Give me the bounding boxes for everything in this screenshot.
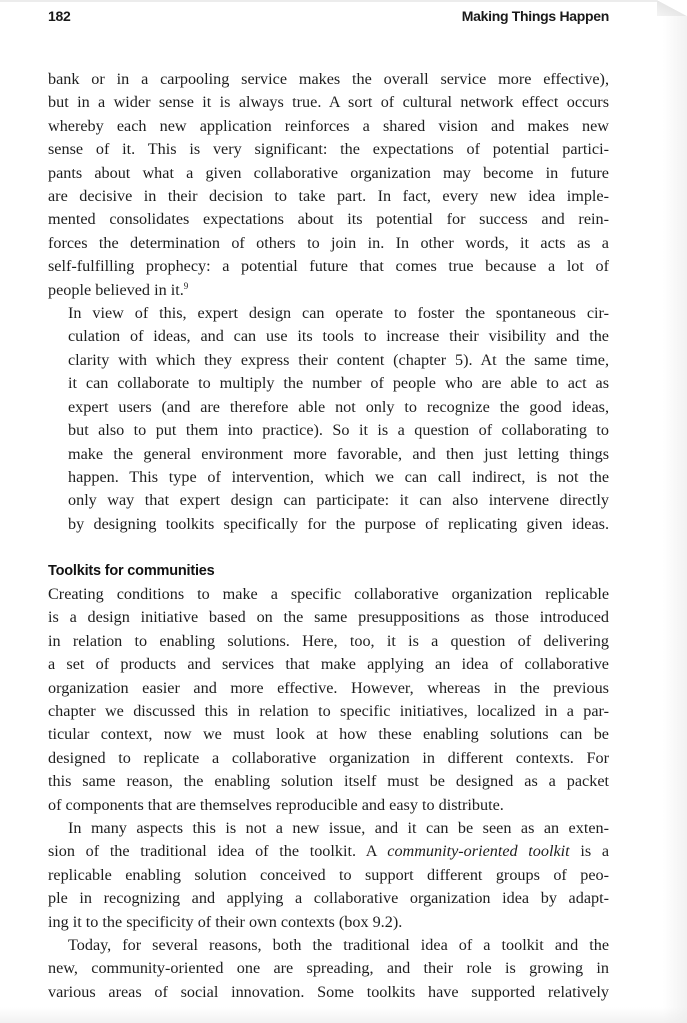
running-header xyxy=(48,5,609,27)
text-line: designed to replicate a collaborative organization in different contexts. For xyxy=(48,748,609,767)
text-line xyxy=(48,840,609,863)
paragraph-5 xyxy=(48,934,609,1004)
text-line xyxy=(48,279,609,302)
text-line: but also to put them into practice). So it is a question of collaborating to xyxy=(68,421,609,440)
text-line: by designing toolkits specifically for the purpose of replicating given ideas. xyxy=(68,514,609,533)
text-line: culation of ideas, and can use its tools to increase their visibility and the xyxy=(68,327,609,346)
text-line: sense of it. This is very significant: the expectations of potential partici- xyxy=(48,140,609,159)
paragraph-3 xyxy=(48,583,609,817)
text-line: clarity with which they express their content (chapter 5). At the same time, xyxy=(68,350,609,369)
text-segment: is a xyxy=(569,842,609,861)
paragraph-2 xyxy=(48,302,609,536)
page-right-shadow xyxy=(663,0,687,1023)
text-line: in relation to enabling solutions. Here, too, it is a question of delivering xyxy=(48,631,609,650)
text-line: In view of this, expert design can operate to foster the spontaneous cir- xyxy=(68,304,609,323)
text-line: Creating conditions to make a specific collaborative organization replicable xyxy=(48,584,609,603)
text-line: are decisive in their decision to take part. In fact, every new idea imple- xyxy=(48,187,609,206)
text-line: it can collaborate to multiply the number of people who are able to act as xyxy=(68,374,609,393)
text-line: of components that are themselves reproducible and easy to distribute. xyxy=(48,795,504,814)
emphasized-term: community-oriented toolkit xyxy=(387,842,570,861)
page-top-edge xyxy=(0,0,660,2)
section-heading: Toolkits for communities xyxy=(48,562,215,579)
text-line: this same reason, the enabling solution itself must be designed as a packet xyxy=(48,772,609,791)
page-curl-icon xyxy=(657,0,687,16)
text-line: but in a wider sense it is always true. A sort of cultural network effect occurs xyxy=(48,93,609,112)
text-line: make the general environment more favorable, and then just letting things xyxy=(68,444,609,463)
text-line: replicable enabling solution conceived to support different groups of peo- xyxy=(48,865,609,884)
text-line: mented consolidates expectations about its potential for success and rein- xyxy=(48,210,609,229)
body-text xyxy=(48,68,609,1004)
text-line: Today, for several reasons, both the traditional idea of a toolkit and the xyxy=(68,936,609,955)
footnote-reference[interactable]: 9 xyxy=(183,280,189,291)
paragraph-4 xyxy=(48,817,609,934)
text-line: In many aspects this is not a new issue, and it can be seen as an exten- xyxy=(68,818,609,837)
text-line: new, community-oriented one are spreading, and their role is growing in xyxy=(48,959,609,978)
text-line: chapter we discussed this in relation to specific initiatives, localized in a par- xyxy=(48,701,609,720)
text-line: only way that expert design can participate: it can also intervene directly xyxy=(68,491,609,510)
text-line: bank or in a carpooling service makes the overall service more effective), xyxy=(48,70,609,88)
page-number: 182 xyxy=(48,8,71,24)
text-line: ticular context, now we must look at how these enabling solutions can be xyxy=(48,725,609,744)
text-line: expert users (and are therefore able not only to recognize the good ideas, xyxy=(68,397,609,416)
page-bottom-shadow xyxy=(0,1007,687,1023)
text-line: is a design initiative based on the same presuppositions as those introduced xyxy=(48,608,609,627)
running-title: Making Things Happen xyxy=(461,8,609,24)
paragraph-1 xyxy=(48,68,609,302)
text-line-content: people believed in it. xyxy=(48,280,184,299)
text-line: various areas of social innovation. Some toolkits have supported relatively xyxy=(48,982,609,1001)
text-line: ple in recognizing and applying a collaborative organization idea by adapt- xyxy=(48,889,609,908)
text-segment: sion of the traditional idea of the toolkit. A xyxy=(48,842,388,861)
text-line: pants about what a given collaborative organization may become in future xyxy=(48,163,609,182)
text-line: a set of products and services that make applying an idea of collaborative xyxy=(48,655,609,674)
text-line: ing it to the specificity of their own contexts (box 9.2). xyxy=(48,912,403,931)
text-line: self-fulfilling prophecy: a potential future that comes true because a lot of xyxy=(48,257,609,276)
text-line: forces the determination of others to join in. In other words, it acts as a xyxy=(48,233,609,252)
text-line: whereby each new application reinforces a shared vision and makes new xyxy=(48,116,609,135)
text-line: organization easier and more effective. However, whereas in the previous xyxy=(48,678,609,697)
text-line: happen. This type of intervention, which we can call indirect, is not the xyxy=(68,467,609,486)
